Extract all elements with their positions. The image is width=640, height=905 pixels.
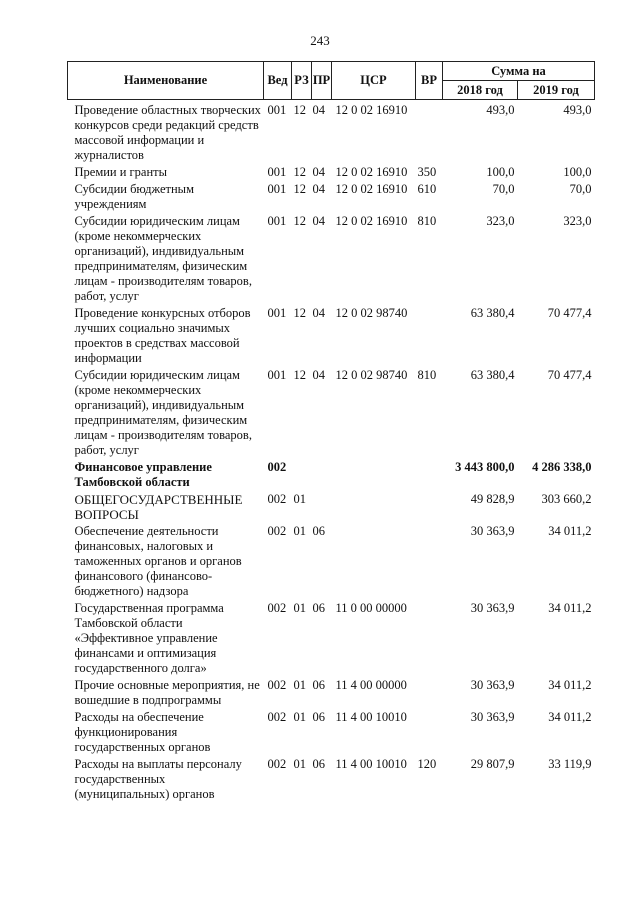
table-row bbox=[68, 524, 595, 601]
row-sum-2018: 30 363,9 bbox=[470, 678, 515, 692]
row-rz bbox=[292, 460, 312, 492]
row-ved: 001 bbox=[267, 214, 287, 228]
row-pr bbox=[312, 492, 332, 524]
row-sum-2018: 63 380,4 bbox=[470, 306, 515, 320]
row-rz: 01 bbox=[293, 601, 306, 615]
row-pr bbox=[312, 460, 332, 492]
page-number: 243 bbox=[310, 33, 330, 48]
row-rz: 01 bbox=[293, 524, 306, 538]
row-ved: 001 bbox=[267, 306, 287, 320]
table-row bbox=[68, 165, 595, 182]
row-sum-2019: 34 011,2 bbox=[548, 678, 592, 692]
table-row bbox=[68, 601, 595, 678]
row-name: Расходы на обеспечение функционирования государственных органов bbox=[74, 710, 211, 754]
row-ved: 002 bbox=[267, 710, 287, 724]
table-row bbox=[68, 460, 595, 492]
row-name: Государственная программа Тамбовской области «Эффективное управление финансами и оптимизация государственного долга» bbox=[74, 601, 224, 675]
row-ved: 001 bbox=[267, 182, 287, 196]
row-sum-2018: 30 363,9 bbox=[470, 601, 515, 615]
row-sum-2019: 70 477,4 bbox=[547, 306, 592, 320]
row-pr: 06 bbox=[312, 678, 325, 692]
row-pr: 04 bbox=[312, 306, 325, 320]
table-row bbox=[68, 368, 595, 460]
row-name: Премии и гранты bbox=[74, 165, 168, 179]
row-sum-2018: 29 807,9 bbox=[470, 757, 515, 771]
budget-table bbox=[67, 61, 595, 804]
row-pr: 04 bbox=[312, 165, 325, 179]
row-name: Расходы на выплаты персоналу государственных (муниципальных) органов bbox=[74, 757, 242, 801]
row-sum-2019: 100,0 bbox=[563, 165, 592, 179]
table-row bbox=[68, 306, 595, 368]
row-ved: 001 bbox=[267, 165, 287, 179]
row-ved: 001 bbox=[267, 368, 287, 382]
header-year-2019: 2019 год bbox=[518, 81, 595, 100]
row-sum-2019: 70,0 bbox=[569, 182, 592, 196]
row-csr bbox=[332, 460, 416, 492]
header-year-2018: 2018 год bbox=[443, 81, 518, 100]
row-vr bbox=[416, 100, 443, 166]
row-sum-2018: 323,0 bbox=[486, 214, 515, 228]
row-rz: 12 bbox=[293, 182, 306, 196]
table-row bbox=[68, 214, 595, 306]
row-sum-2019: 33 119,9 bbox=[548, 757, 592, 771]
row-sum-2018: 49 828,9 bbox=[470, 492, 515, 506]
row-sum-2018: 70,0 bbox=[492, 182, 515, 196]
row-name: Финансовое управление Тамбовской области bbox=[74, 460, 212, 489]
row-rz: 12 bbox=[293, 306, 306, 320]
row-rz: 12 bbox=[293, 368, 306, 382]
row-name: Проведение областных творческих конкурсов среди редакций средств массовой информации и журналистов bbox=[74, 103, 261, 162]
row-sum-2019: 323,0 bbox=[563, 214, 592, 228]
row-sum-2019: 34 011,2 bbox=[548, 524, 592, 538]
row-vr: 810 bbox=[417, 368, 437, 382]
row-sum-2019: 34 011,2 bbox=[548, 710, 592, 724]
row-ved: 002 bbox=[267, 524, 287, 538]
row-vr bbox=[416, 306, 443, 368]
table-row bbox=[68, 757, 595, 804]
row-pr: 06 bbox=[312, 757, 325, 771]
table-body bbox=[68, 100, 595, 805]
header-name: Наименование bbox=[68, 62, 264, 100]
row-vr: 810 bbox=[417, 214, 437, 228]
row-sum-2019: 493,0 bbox=[563, 103, 592, 117]
row-vr bbox=[416, 678, 443, 710]
row-rz: 01 bbox=[293, 757, 306, 771]
row-pr: 04 bbox=[312, 103, 325, 117]
row-csr: 12 0 02 98740 bbox=[335, 306, 408, 320]
row-sum-2018: 100,0 bbox=[486, 165, 515, 179]
row-csr: 12 0 02 16910 bbox=[335, 182, 408, 196]
row-csr: 12 0 02 16910 bbox=[335, 103, 408, 117]
row-ved: 002 bbox=[267, 492, 287, 506]
row-csr: 12 0 02 16910 bbox=[335, 165, 408, 179]
row-vr bbox=[416, 460, 443, 492]
row-sum-2019: 34 011,2 bbox=[548, 601, 592, 615]
row-rz: 12 bbox=[293, 165, 306, 179]
table-row bbox=[68, 710, 595, 757]
row-csr bbox=[332, 524, 416, 601]
row-pr: 04 bbox=[312, 368, 325, 382]
table-row bbox=[68, 492, 595, 524]
row-name: Субсидии бюджетным учреждениям bbox=[74, 182, 194, 211]
table-row bbox=[68, 182, 595, 214]
row-rz: 01 bbox=[293, 492, 306, 506]
row-sum-2019: 70 477,4 bbox=[547, 368, 592, 382]
row-ved: 002 bbox=[267, 678, 287, 692]
row-sum-2018: 63 380,4 bbox=[470, 368, 515, 382]
row-rz: 12 bbox=[293, 214, 306, 228]
table-row bbox=[68, 678, 595, 710]
row-sum-2018: 493,0 bbox=[486, 103, 515, 117]
row-vr bbox=[416, 524, 443, 601]
row-csr: 11 4 00 10010 bbox=[335, 710, 407, 724]
row-sum-2018: 3 443 800,0 bbox=[455, 460, 515, 474]
row-vr: 120 bbox=[417, 757, 437, 771]
row-csr: 11 4 00 00000 bbox=[335, 678, 407, 692]
row-name: Обеспечение деятельности финансовых, налоговых и таможенных органов и органов финансового (финансово-бюджетного) надзора bbox=[74, 524, 242, 598]
row-csr: 11 0 00 00000 bbox=[335, 601, 407, 615]
row-name: Субсидии юридическим лицам (кроме некоммерческих организаций), индивидуальным предпринимателям, физическим лицам - производителям товаров, работ, услуг bbox=[74, 214, 252, 303]
header-vr: ВР bbox=[416, 62, 443, 100]
table-header bbox=[68, 62, 595, 100]
row-csr bbox=[332, 492, 416, 524]
row-ved: 002 bbox=[267, 460, 287, 474]
row-vr bbox=[416, 710, 443, 757]
row-name: ОБЩЕГОСУДАРСТВЕННЫЕ ВОПРОСЫ bbox=[74, 492, 243, 522]
row-vr: 610 bbox=[417, 182, 437, 196]
row-ved: 002 bbox=[267, 601, 287, 615]
row-pr: 04 bbox=[312, 214, 325, 228]
row-sum-2019: 4 286 338,0 bbox=[532, 460, 592, 474]
row-name: Субсидии юридическим лицам (кроме некоммерческих организаций), индивидуальным предпринимателям, физическим лицам - производителям товаров, работ, услуг bbox=[74, 368, 252, 457]
row-ved: 002 bbox=[267, 757, 287, 771]
row-name: Проведение конкурсных отборов лучших социально значимых проектов в средствах массовой информации bbox=[74, 306, 251, 365]
header-sum: Сумма на bbox=[443, 62, 595, 81]
row-vr: 350 bbox=[417, 165, 437, 179]
row-csr: 12 0 02 98740 bbox=[335, 368, 408, 382]
row-ved: 001 bbox=[267, 103, 287, 117]
row-pr: 06 bbox=[312, 524, 325, 538]
header-pr: ПР bbox=[312, 62, 332, 100]
row-sum-2019: 303 660,2 bbox=[541, 492, 592, 506]
row-vr bbox=[416, 492, 443, 524]
row-pr: 04 bbox=[312, 182, 325, 196]
row-rz: 01 bbox=[293, 710, 306, 724]
row-pr: 06 bbox=[312, 710, 325, 724]
row-csr: 11 4 00 10010 bbox=[335, 757, 407, 771]
row-sum-2018: 30 363,9 bbox=[470, 710, 515, 724]
row-rz: 12 bbox=[293, 103, 306, 117]
row-rz: 01 bbox=[293, 678, 306, 692]
row-pr: 06 bbox=[312, 601, 325, 615]
header-rz: РЗ bbox=[292, 62, 312, 100]
header-csr: ЦСР bbox=[332, 62, 416, 100]
header-ved: Вед bbox=[264, 62, 292, 100]
row-vr bbox=[416, 601, 443, 678]
table-row bbox=[68, 100, 595, 166]
row-csr: 12 0 02 16910 bbox=[335, 214, 408, 228]
row-name: Прочие основные мероприятия, не вошедшие в подпрограммы bbox=[74, 678, 260, 707]
row-sum-2018: 30 363,9 bbox=[470, 524, 515, 538]
